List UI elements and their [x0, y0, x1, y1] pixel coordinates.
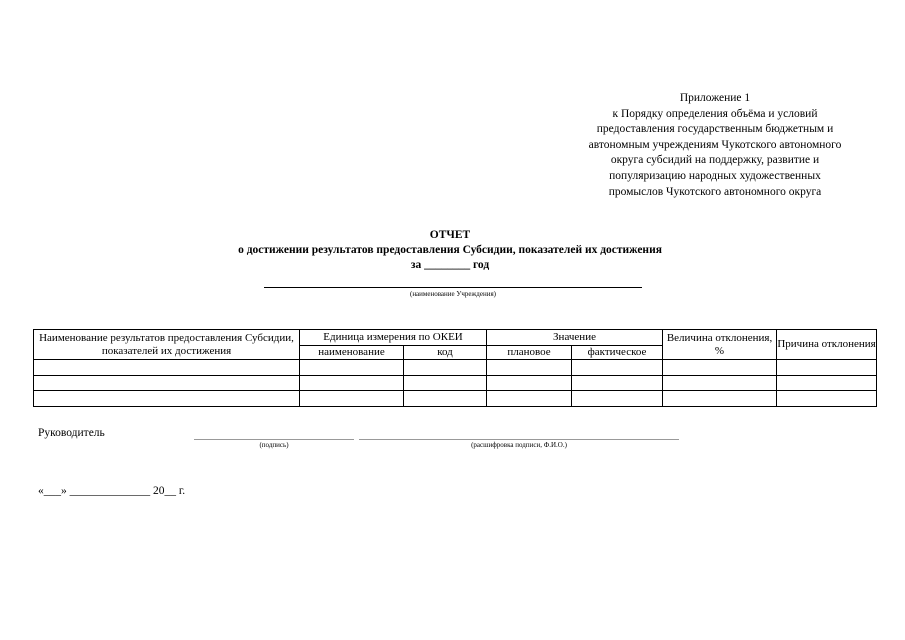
header-unit-name: наименование — [300, 346, 404, 360]
table-cell[interactable] — [404, 360, 487, 376]
header-value: Значение — [487, 330, 663, 346]
table-cell[interactable] — [487, 375, 572, 391]
table-cell[interactable] — [300, 360, 404, 376]
signature-name-caption: (расшифровка подписи, Ф.И.О.) — [471, 441, 567, 449]
table-cell[interactable] — [34, 375, 300, 391]
report-heading: ОТЧЕТ — [429, 229, 471, 241]
header-value-fact: фактическое — [572, 346, 663, 360]
appendix-line: округа субсидий на поддержку, развитие и — [610, 154, 820, 167]
table-cell[interactable] — [572, 375, 663, 391]
header-unit: Единица измерения по ОКЕИ — [300, 330, 487, 346]
table-row — [34, 391, 877, 407]
appendix-line: к Порядку определения объёма и условий — [612, 107, 818, 120]
report-title-block — [150, 228, 750, 273]
signature-line — [194, 439, 354, 440]
appendix-line: промыслов Чукотского автономного округа — [608, 185, 822, 198]
report-subheading: о достижении результатов предоставления Субсидии, показателей их достижения — [238, 244, 662, 256]
organization-caption: (наименование Учреждения) — [409, 290, 496, 298]
appendix-note — [560, 91, 870, 200]
date-field: «___» ______________ 20__ г. — [38, 485, 186, 497]
table-cell[interactable] — [777, 375, 877, 391]
header-results: Наименование результатов предоставления Субсидии, показателей их достижения — [34, 330, 300, 360]
header-unit-code: код — [404, 346, 487, 360]
signature-caption: (подпись) — [259, 441, 289, 449]
table-cell[interactable] — [487, 391, 572, 407]
table-cell[interactable] — [300, 375, 404, 391]
header-reason: Причина отклонения — [777, 330, 877, 360]
appendix-line: Приложение 1 — [679, 92, 751, 104]
table-cell[interactable] — [572, 391, 663, 407]
table-cell[interactable] — [663, 360, 777, 376]
table-cell[interactable] — [300, 391, 404, 407]
organization-name-line — [264, 287, 642, 288]
table-cell[interactable] — [663, 391, 777, 407]
header-deviation: Величина отклонения, % — [663, 330, 777, 360]
table-cell[interactable] — [663, 375, 777, 391]
table-cell[interactable] — [34, 391, 300, 407]
table-cell[interactable] — [487, 360, 572, 376]
report-table — [33, 329, 877, 407]
header-value-plan: плановое — [487, 346, 572, 360]
appendix-line: предоставления государственным бюджетным и — [596, 123, 834, 136]
table-cell[interactable] — [572, 360, 663, 376]
table-header-row — [34, 330, 877, 346]
appendix-line: популяризацию народных художественных — [609, 169, 821, 182]
table-cell[interactable] — [404, 391, 487, 407]
table-row — [34, 375, 877, 391]
table-cell[interactable] — [777, 360, 877, 376]
table-cell[interactable] — [404, 375, 487, 391]
table-row — [34, 360, 877, 376]
appendix-line: автономным учреждениям Чукотского автономного — [588, 138, 842, 151]
table-cell[interactable] — [34, 360, 300, 376]
signature-name-line — [359, 439, 679, 440]
signature-label: Руководитель — [38, 427, 105, 439]
report-period: за ________ год — [410, 259, 490, 271]
table-cell[interactable] — [777, 391, 877, 407]
